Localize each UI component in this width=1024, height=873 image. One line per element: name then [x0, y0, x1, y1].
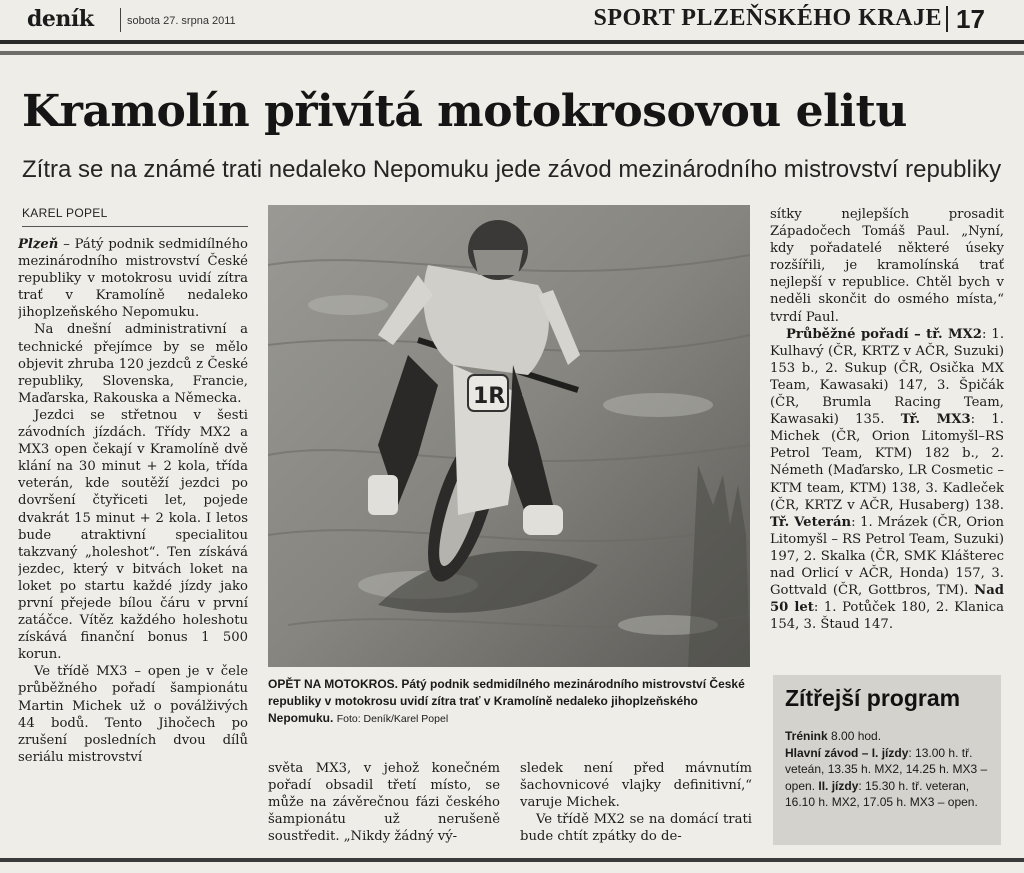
standings-mx2: : 1. Kulhavý (ČR, KRTZ v AČR, Suzuki) 153 b., 2. Sukup (ČR, Osička MX Team, Kawasaki) 147, 3. Špičák (ČR, Brumla Racing Team, Kawasaki) 135.: [770, 326, 1004, 428]
article-column-3: [770, 206, 1004, 654]
second-runs-text: : 15.30 h. tř. veteran, 16.10 h. MX2, 17.05 h. MX3 – open.: [785, 778, 978, 810]
page-number-divider: [946, 6, 948, 32]
main-race-label: Hlavní závod – I. jízdy: [785, 745, 909, 760]
article-paragraph: sítky nejlepších prosadit Západočech Tomáš Paul. „Nyní, kdy pořadatelé některé úseky rozšířili, je kramolínská trať nejlepší v republice. Chtěl bych v neděli skončit do osmého místa,“ tvrdí Paul.: [770, 207, 1004, 325]
article-paragraph: Na dnešní administrativní a technické přejímce by se mělo objevit zhruba 120 jezdců z České republiky, Slovenska, Francie, Maďarska, Rakouska a Německa.: [18, 322, 248, 406]
mx3-label: Tř. MX3: [900, 412, 971, 428]
article-column-2a: [268, 760, 500, 852]
bottom-rule: [0, 858, 1024, 862]
masthead: [0, 0, 1024, 40]
section-title: SPORT PLZEŇSKÉHO KRAJE: [593, 5, 942, 31]
veteran-label: Tř. Veterán: [770, 514, 852, 530]
program-body: [785, 728, 995, 811]
program-box: [773, 675, 1001, 845]
article-paragraph: sledek není před mávnutím šachovnicové vlajky definitivní,“ varuje Michek.: [520, 761, 752, 811]
standings-mx3: : 1. Michek (ČR, Orion Litomyšl–RS Petrol Team, KTM) 182 b., 2. Németh (Maďarsko, LR Cosmetic – KTM team, KTM) 138, 3. Kadleček (ČR, KRTZ v AČR, Husaberg) 138.: [770, 412, 1004, 513]
top-rule: [0, 40, 1024, 44]
motocross-rider-illustration: [268, 205, 750, 667]
article-byline: KAREL POPEL: [22, 206, 248, 227]
issue-date: sobota 27. srpna 2011: [127, 15, 236, 27]
caption-text: Pátý podnik sedmidílného mezinárodního mistrovství České republiky v motokrosu uvidí zítra trať v Kramolíně nedaleko jihoplzeňského Nepomuku.: [268, 677, 745, 725]
article-column-1: [18, 236, 248, 848]
standings-paragraph: [770, 326, 1004, 634]
over50-label: Nad 50 let: [770, 583, 1004, 616]
program-title: Zítřejší program: [785, 685, 961, 711]
standings-heading: Průběžné pořadí – tř. MX2: [786, 326, 982, 342]
article-column-2b: [520, 760, 752, 852]
article-paragraph: [18, 236, 248, 321]
standings-over50: : 1. Potůček 180, 2. Klanica 154, 3. Štaud 147.: [770, 600, 1004, 633]
paragraph-text: – Pátý podnik sedmidílného mezinárodního mistrovství České republiky v motokrosu uvidí zítra trať v Kramolíně nedaleko jihoplzeňského Nepomuku.: [18, 237, 248, 321]
article-subheadline: Zítra se na známé trati nedaleko Nepomuku jede závod mezinárodního mistrovství republiky: [22, 156, 1002, 183]
article-paragraph: světa MX3, v jehož konečném pořadí obsadil třetí místo, se může na závěrečnou fázi českého šampionátu už nerušeně soustředit. „Nikdy žádný vý-: [268, 761, 500, 845]
page-number: 17: [956, 4, 985, 34]
article-paragraph: Ve třídě MX3 – open je v čele průběžného pořadí šampionátu Martin Michek už o poválživých 44 bodů. Tento Jihočech po zrušení posledních dvou dílů seriálu mistrovství: [18, 664, 248, 765]
photo-credit: Foto: Deník/Karel Popel: [336, 713, 449, 725]
main-race-text: : 13.00 h. tř. veteán, 13.35 h. MX2, 14.25 h. MX3 – open.: [785, 745, 988, 793]
motocross-photo: [268, 205, 750, 667]
newspaper-logo: deník: [27, 6, 94, 32]
training-label: Trénink: [785, 729, 828, 743]
top-rule-secondary: [0, 51, 1024, 55]
standings-veteran: : 1. Mrázek (ČR, Orion Litomyšl – RS Petrol Team, Suzuki) 197, 2. Skalka (ČR, SMK Klášterec nad Orlicí v AČR, Honda) 157, 3. Gottvald (ČR, Gottbros, TM).: [770, 514, 1004, 599]
second-runs-label: II. jízdy: [818, 778, 859, 793]
bike-number: 1R: [473, 384, 506, 409]
article-paragraph: Ve třídě MX2 se na domácí trati bude chtít zpátky do de-: [520, 812, 752, 845]
article-headline: Kramolín přivítá motokrosovou elitu: [22, 86, 907, 137]
caption-lead: OPĚT NA MOTOKROS.: [268, 677, 399, 691]
article-paragraph: Jezdci se střetnou v šesti závodních jízdách. Třídy MX2 a MX3 open čekají v Kramolíně dvě klání na 30 minut + 2 kola, třída veterán, kde soutěží jezdci po dovršení čtyřiceti let, pojede dvakrát 15 minut + 2 kola. I letos bude atraktivní specialitou takzvaný „holeshot“. Ten získává jezdec, který v bitvách loket na loket po startu každé jízdy jako první přejede bílou čáru v první zatáčce. Vítěz každého holeshotu získává finanční bonus 1 500 korun.: [18, 407, 248, 663]
masthead-divider: [120, 8, 121, 32]
dateline: Plzeň: [18, 237, 59, 252]
photo-caption: [268, 676, 752, 728]
training-time: 8.00 hod.: [827, 729, 882, 743]
